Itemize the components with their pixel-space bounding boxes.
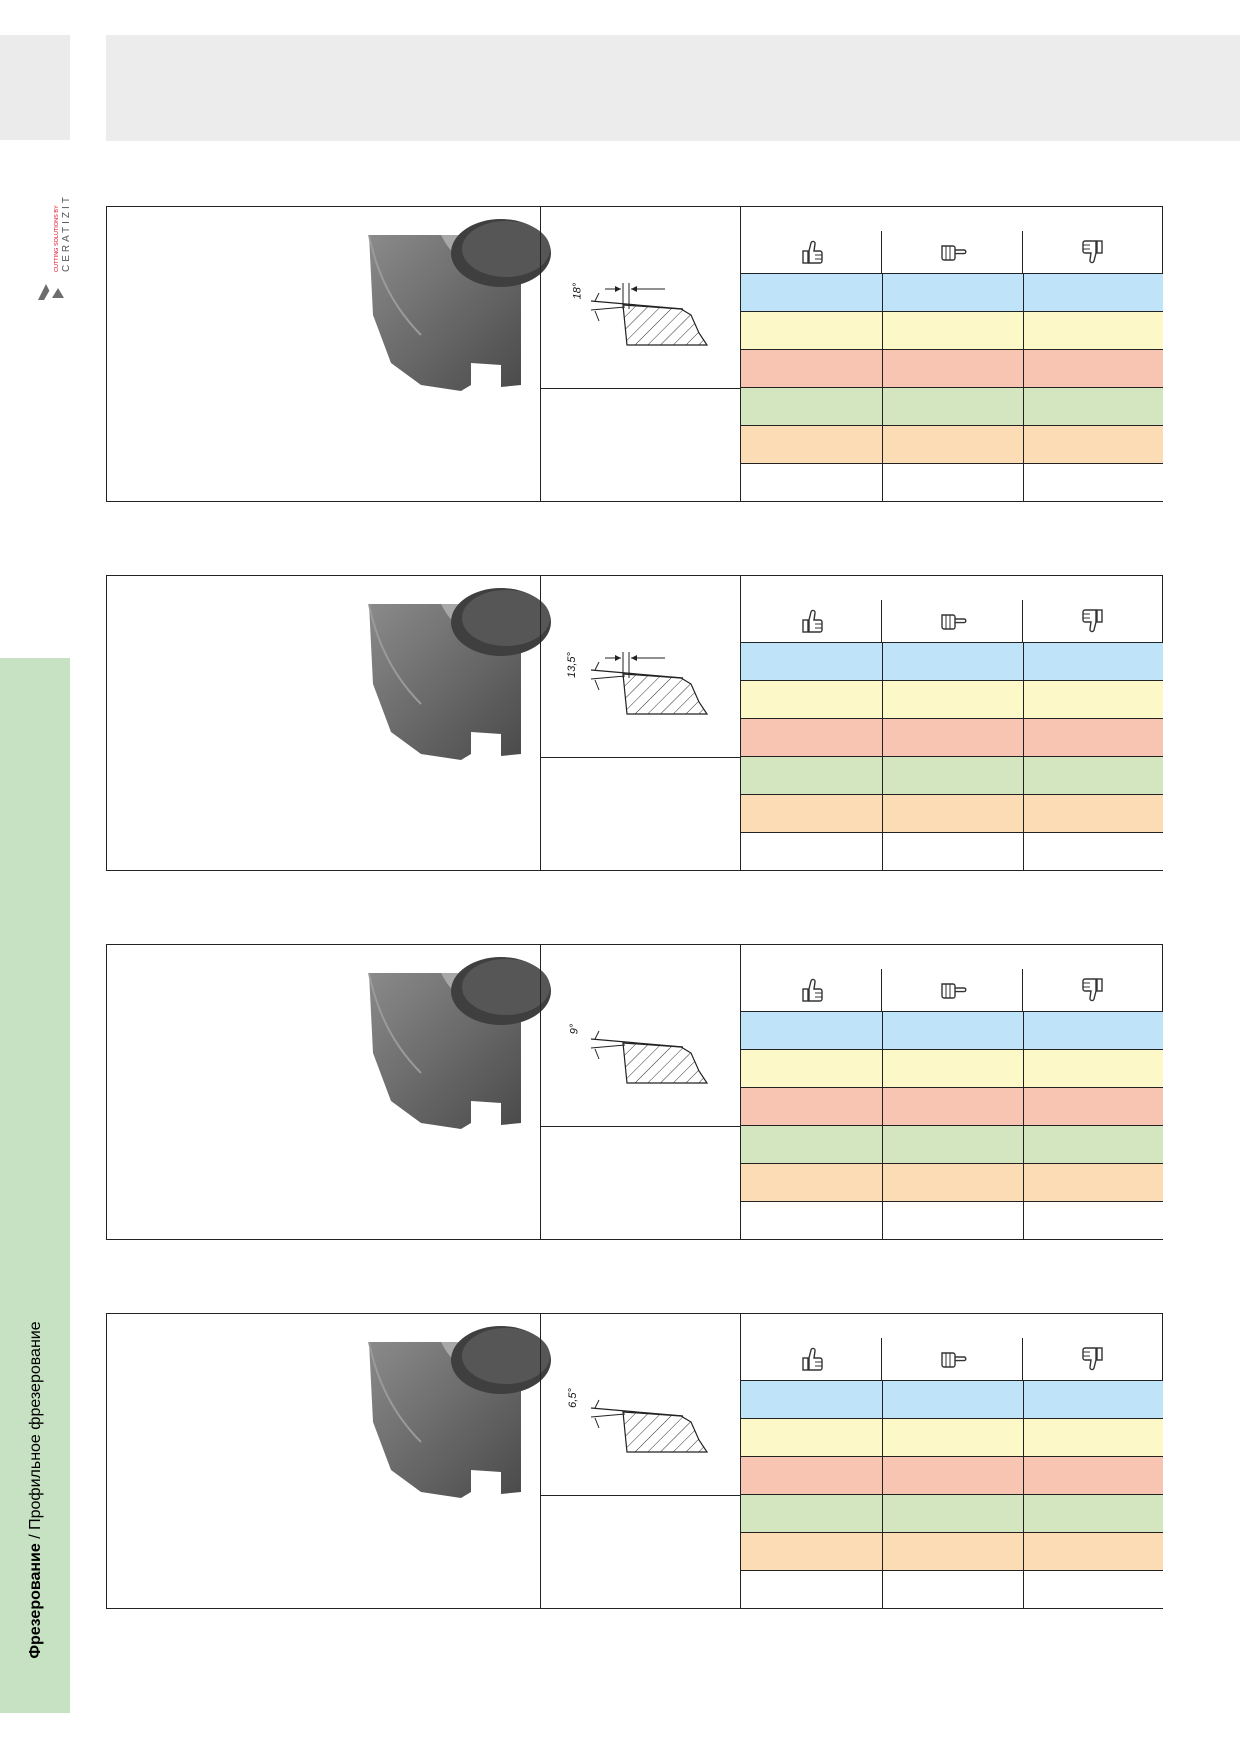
rating-cell: [741, 1012, 882, 1049]
rating-cell: [882, 1419, 1023, 1456]
thumbs-up-icon: [741, 600, 882, 642]
rating-cell: [1023, 1495, 1163, 1532]
rating-cell: [741, 1533, 882, 1570]
column-separator: [881, 231, 882, 273]
rating-row: [741, 1456, 1163, 1494]
rating-row: [741, 1163, 1163, 1201]
rating-cell: [882, 350, 1023, 387]
section-label-rest: / Профильное фрезерование: [27, 1321, 44, 1544]
divider: [540, 388, 741, 389]
rating-cell: [882, 1457, 1023, 1494]
column-separator: [881, 600, 882, 642]
rating-cell: [741, 681, 882, 718]
rating-row: [741, 1049, 1163, 1087]
rating-row: [741, 1201, 1163, 1239]
rating-cell: [1023, 274, 1163, 311]
rating-cell: [741, 426, 882, 463]
rating-cell: [1023, 1012, 1163, 1049]
rating-cell: [741, 312, 882, 349]
profile-drawing: [541, 973, 741, 1083]
thumbs-up-icon: [741, 1338, 882, 1380]
column-separator: [881, 969, 882, 1011]
thumbs-down-icon: [1023, 969, 1163, 1011]
insert-photo: [361, 604, 521, 760]
thumbs-down-icon: [1023, 600, 1163, 642]
rating-cell: [882, 1495, 1023, 1532]
rating-cell: [1023, 1381, 1163, 1418]
section-label: [27, 1321, 45, 1658]
rating-row: [741, 756, 1163, 794]
rating-cell: [741, 757, 882, 794]
rating-row: [741, 1494, 1163, 1532]
rating-cell: [741, 833, 882, 870]
thumbs-down-icon: [1023, 1338, 1163, 1380]
rating-cell: [882, 388, 1023, 425]
header-band: [106, 35, 1240, 141]
brand-logo: [0, 140, 70, 310]
rating-cell: [1023, 1088, 1163, 1125]
column-separator: [1022, 231, 1023, 273]
rating-row: [741, 1570, 1163, 1608]
angle-label: 9°: [568, 1023, 581, 1035]
rating-row: [741, 273, 1163, 311]
rating-cell: [741, 350, 882, 387]
rating-cell: [882, 757, 1023, 794]
rating-cell: [882, 719, 1023, 756]
rating-row: [741, 425, 1163, 463]
rating-cell: [882, 681, 1023, 718]
rating-cell: [741, 795, 882, 832]
angle-label: 13,5°: [565, 652, 578, 678]
thumbs-up-icon: [741, 231, 882, 273]
rating-cell: [1023, 1457, 1163, 1494]
rating-cell: [1023, 312, 1163, 349]
rating-cell: [882, 274, 1023, 311]
rating-cell: [741, 274, 882, 311]
profile-drawing: [541, 1342, 741, 1452]
rating-table: [741, 576, 1163, 871]
rating-cell: [1023, 757, 1163, 794]
rating-cell: [1023, 1050, 1163, 1087]
divider: [540, 757, 741, 758]
column-separator: [881, 1338, 882, 1380]
insert-photo: [361, 235, 521, 391]
rating-cell: [741, 388, 882, 425]
insert-card: [106, 206, 1163, 502]
rating-cell: [1023, 1202, 1163, 1239]
rating-cell: [1023, 1571, 1163, 1608]
rating-cell: [882, 1126, 1023, 1163]
insert-card: [106, 944, 1163, 1240]
rating-cell: [882, 1088, 1023, 1125]
column-separator: [1022, 1338, 1023, 1380]
rating-row: [741, 642, 1163, 680]
thumbs-sideways-icon: [882, 600, 1023, 642]
rating-cell: [882, 1381, 1023, 1418]
angle-label: 18°: [571, 282, 584, 300]
profile-drawing: [541, 604, 741, 714]
rating-cell: [741, 1164, 882, 1201]
thumbs-up-icon: [741, 969, 882, 1011]
thumbs-down-icon: [1023, 231, 1163, 273]
rating-table: [741, 207, 1163, 502]
rating-cell: [741, 1571, 882, 1608]
rating-cell: [1023, 795, 1163, 832]
insert-photo: [361, 1342, 521, 1498]
rating-cell: [1023, 681, 1163, 718]
rating-cell: [1023, 1533, 1163, 1570]
rating-cell: [882, 643, 1023, 680]
rating-row: [741, 1418, 1163, 1456]
rating-row: [741, 387, 1163, 425]
rating-cell: [741, 1202, 882, 1239]
rating-cell: [882, 312, 1023, 349]
rating-cell: [1023, 1126, 1163, 1163]
rating-cell: [741, 1126, 882, 1163]
rating-row: [741, 463, 1163, 501]
rating-cell: [741, 719, 882, 756]
rating-row: [741, 1087, 1163, 1125]
rating-cell: [882, 795, 1023, 832]
angle-label: 6,5°: [566, 1388, 579, 1408]
rating-row: [741, 832, 1163, 870]
divider: [540, 1495, 741, 1496]
rating-cell: [1023, 1419, 1163, 1456]
rating-row: [741, 349, 1163, 387]
rating-row: [741, 1532, 1163, 1570]
rating-cell: [882, 1164, 1023, 1201]
rating-table: [741, 945, 1163, 1240]
divider: [540, 1126, 741, 1127]
rating-cell: [741, 1457, 882, 1494]
thumbs-sideways-icon: [882, 1338, 1023, 1380]
rating-cell: [882, 1571, 1023, 1608]
rating-cell: [1023, 464, 1163, 501]
rating-cell: [882, 464, 1023, 501]
rating-table: [741, 1314, 1163, 1609]
side-tab-top: [0, 35, 70, 140]
thumbs-sideways-icon: [882, 969, 1023, 1011]
brand-tagline: CUTTING SOLUTIONS BY: [54, 205, 60, 272]
rating-cell: [882, 833, 1023, 870]
rating-cell: [1023, 643, 1163, 680]
rating-cell: [1023, 350, 1163, 387]
rating-cell: [882, 426, 1023, 463]
rating-row: [741, 794, 1163, 832]
rating-cell: [882, 1533, 1023, 1570]
rating-cell: [741, 643, 882, 680]
rating-cell: [1023, 426, 1163, 463]
rating-row: [741, 311, 1163, 349]
rating-cell: [741, 1419, 882, 1456]
rating-cell: [741, 1495, 882, 1532]
column-separator: [1022, 969, 1023, 1011]
rating-cell: [1023, 388, 1163, 425]
insert-card: [106, 1313, 1163, 1609]
rating-row: [741, 1125, 1163, 1163]
rating-cell: [882, 1012, 1023, 1049]
insert-card: [106, 575, 1163, 871]
rating-cell: [1023, 1164, 1163, 1201]
thumbs-sideways-icon: [882, 231, 1023, 273]
rating-cell: [882, 1050, 1023, 1087]
brand-name: CERATIZIT: [61, 194, 72, 272]
rating-cell: [1023, 719, 1163, 756]
rating-row: [741, 680, 1163, 718]
rating-cell: [741, 1050, 882, 1087]
rating-cell: [741, 1381, 882, 1418]
rating-cell: [1023, 833, 1163, 870]
column-separator: [1022, 600, 1023, 642]
rating-row: [741, 1380, 1163, 1418]
insert-photo: [361, 973, 521, 1129]
rating-cell: [741, 1088, 882, 1125]
profile-drawing: [541, 235, 741, 345]
rating-cell: [882, 1202, 1023, 1239]
rating-row: [741, 1011, 1163, 1049]
rating-cell: [741, 464, 882, 501]
section-label-bold: Фрезерование: [27, 1543, 44, 1659]
rating-row: [741, 718, 1163, 756]
